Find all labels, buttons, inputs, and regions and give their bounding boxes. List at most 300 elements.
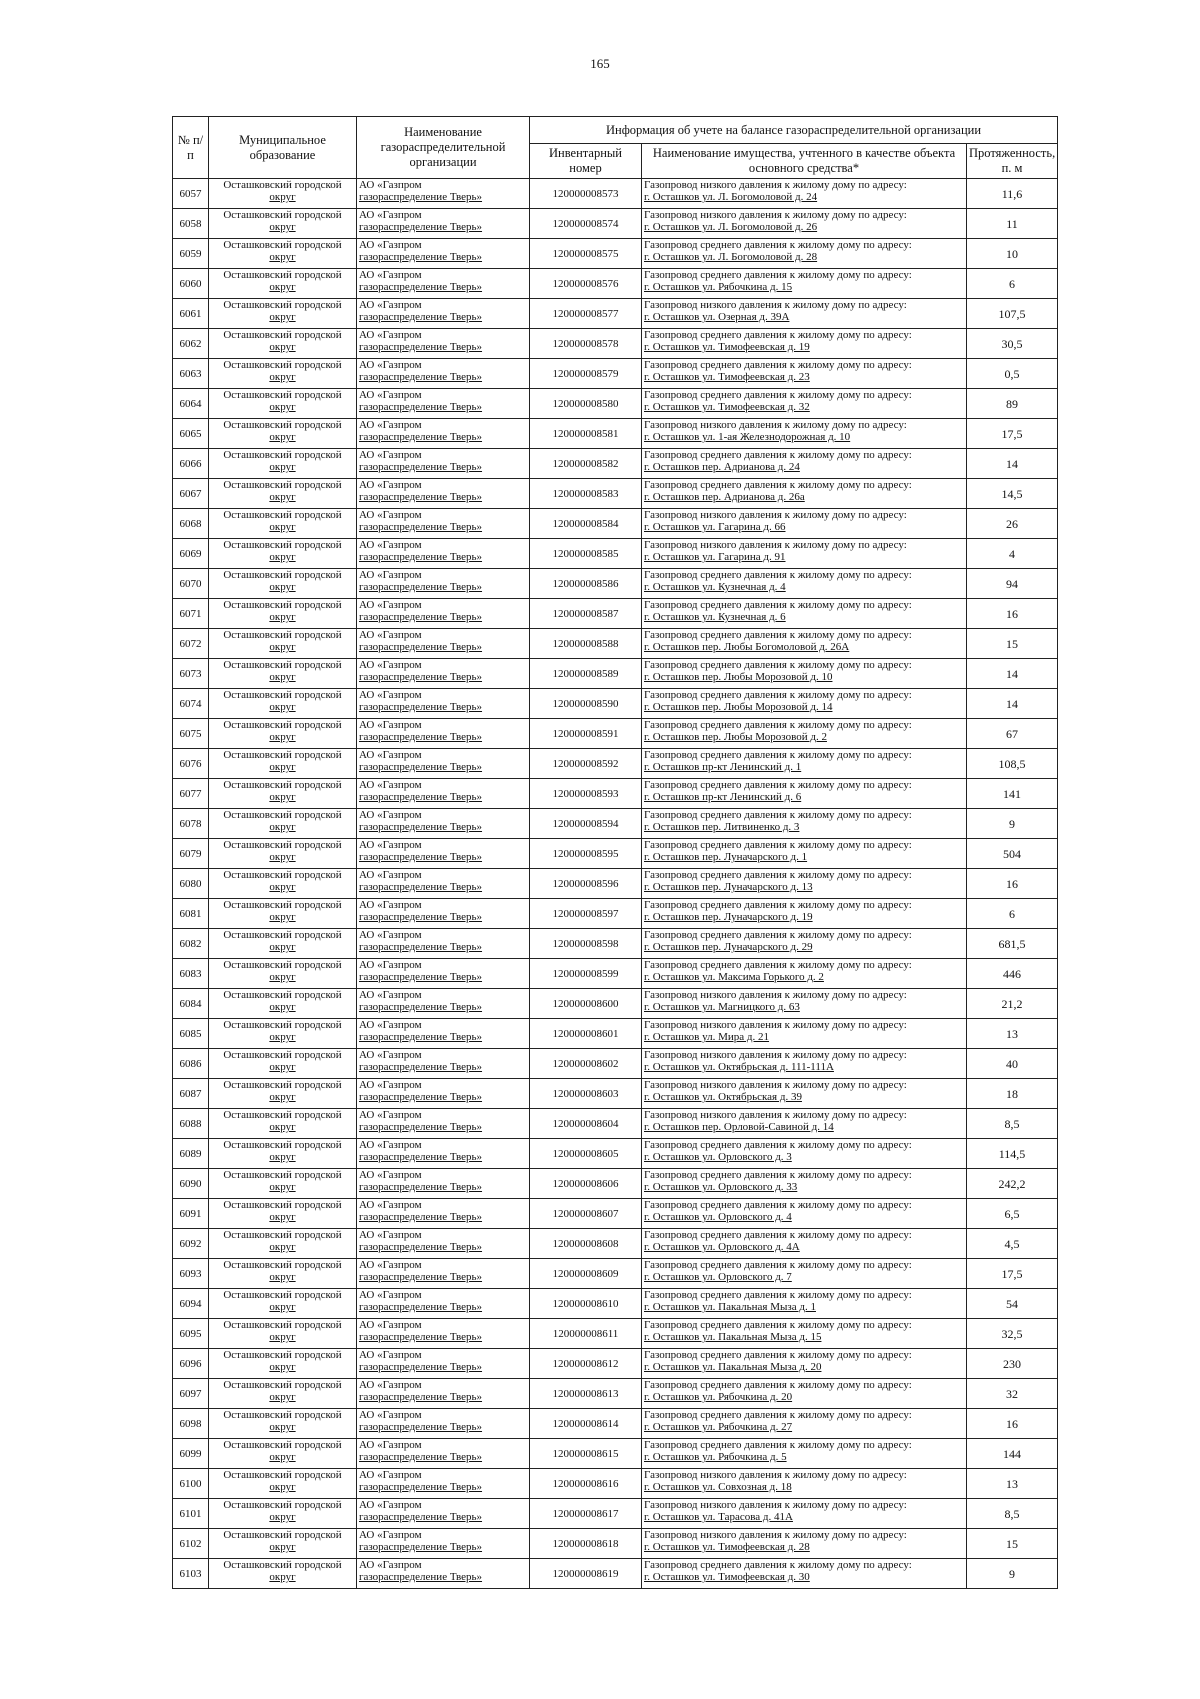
property-address: г. Осташков пер. Луначарского д. 19 — [644, 911, 813, 923]
organization-line2: газораспределение Тверь» — [359, 1061, 483, 1073]
length-value: 30,5 — [967, 329, 1058, 359]
municipality-cell — [209, 749, 357, 779]
inventory-number: 120000008590 — [530, 689, 642, 719]
inventory-number: 120000008587 — [530, 599, 642, 629]
property-address: г. Осташков ул. Магницкого д. 63 — [644, 1001, 800, 1013]
municipality-cell — [209, 509, 357, 539]
municipality-line2: округ — [269, 971, 296, 983]
organization-line1: АО «Газпром — [359, 539, 422, 551]
organization-line2: газораспределение Тверь» — [359, 851, 483, 863]
organization-line2: газораспределение Тверь» — [359, 431, 483, 443]
property-address: г. Осташков ул. Орловского д. 4 — [644, 1211, 792, 1223]
property-line1: Газопровод среднего давления к жилому дому по адресу: — [644, 1349, 912, 1361]
property-line1: Газопровод среднего давления к жилому дому по адресу: — [644, 659, 912, 671]
row-number: 6099 — [173, 1439, 209, 1469]
property-cell — [642, 1139, 967, 1169]
property-line1: Газопровод среднего давления к жилому дому по адресу: — [644, 1169, 912, 1181]
municipality-cell — [209, 299, 357, 329]
municipality-line1: Осташковский городской — [223, 449, 342, 461]
organization-cell — [357, 1559, 530, 1589]
municipality-line1: Осташковский городской — [223, 1529, 342, 1541]
length-value: 8,5 — [967, 1109, 1058, 1139]
organization-line1: АО «Газпром — [359, 1499, 422, 1511]
header-org: Наименование газораспределительной организации — [357, 117, 530, 179]
table-row — [173, 1409, 1058, 1439]
organization-line1: АО «Газпром — [359, 869, 422, 881]
length-value: 446 — [967, 959, 1058, 989]
property-address: г. Осташков ул. Л. Богомоловой д. 24 — [644, 191, 818, 203]
municipality-line2: округ — [269, 611, 296, 623]
property-cell — [642, 479, 967, 509]
property-line1: Газопровод среднего давления к жилому дому по адресу: — [644, 689, 912, 701]
organization-line2: газораспределение Тверь» — [359, 1031, 483, 1043]
organization-line2: газораспределение Тверь» — [359, 521, 483, 533]
organization-cell — [357, 479, 530, 509]
municipality-line1: Осташковский городской — [223, 1409, 342, 1421]
length-value: 114,5 — [967, 1139, 1058, 1169]
organization-line1: АО «Газпром — [359, 959, 422, 971]
table-row — [173, 1349, 1058, 1379]
table-row — [173, 659, 1058, 689]
inventory-number: 120000008615 — [530, 1439, 642, 1469]
row-number: 6063 — [173, 359, 209, 389]
organization-line2: газораспределение Тверь» — [359, 461, 483, 473]
municipality-line2: округ — [269, 941, 296, 953]
municipality-line2: округ — [269, 1151, 296, 1163]
table-row — [173, 1499, 1058, 1529]
property-address: г. Осташков ул. Пакальная Мыза д. 1 — [644, 1301, 816, 1313]
length-value: 0,5 — [967, 359, 1058, 389]
organization-line1: АО «Газпром — [359, 179, 422, 191]
organization-line1: АО «Газпром — [359, 1349, 422, 1361]
row-number: 6071 — [173, 599, 209, 629]
table-row — [173, 299, 1058, 329]
table-row — [173, 419, 1058, 449]
organization-cell — [357, 1019, 530, 1049]
row-number: 6095 — [173, 1319, 209, 1349]
organization-line2: газораспределение Тверь» — [359, 1001, 483, 1013]
property-cell — [642, 269, 967, 299]
table-row — [173, 1229, 1058, 1259]
organization-line1: АО «Газпром — [359, 719, 422, 731]
organization-line1: АО «Газпром — [359, 1079, 422, 1091]
municipality-line2: округ — [269, 731, 296, 743]
organization-line1: АО «Газпром — [359, 1259, 422, 1271]
municipality-cell — [209, 929, 357, 959]
municipality-cell — [209, 599, 357, 629]
table-row — [173, 1139, 1058, 1169]
inventory-number: 120000008612 — [530, 1349, 642, 1379]
municipality-cell — [209, 1079, 357, 1109]
inventory-number: 120000008616 — [530, 1469, 642, 1499]
municipality-cell — [209, 1289, 357, 1319]
municipality-cell — [209, 239, 357, 269]
property-line1: Газопровод среднего давления к жилому дому по адресу: — [644, 1199, 912, 1211]
municipality-line2: округ — [269, 491, 296, 503]
property-cell — [642, 839, 967, 869]
property-line1: Газопровод среднего давления к жилому дому по адресу: — [644, 929, 912, 941]
organization-line1: АО «Газпром — [359, 1049, 422, 1061]
municipality-cell — [209, 1529, 357, 1559]
municipality-cell — [209, 179, 357, 209]
municipality-cell — [209, 1229, 357, 1259]
inventory-number: 120000008611 — [530, 1319, 642, 1349]
municipality-line1: Осташковский городской — [223, 899, 342, 911]
length-value: 40 — [967, 1049, 1058, 1079]
organization-cell — [357, 779, 530, 809]
municipality-line2: округ — [269, 551, 296, 563]
property-address: г. Осташков ул. Пакальная Мыза д. 15 — [644, 1331, 822, 1343]
municipality-line2: округ — [269, 881, 296, 893]
municipality-cell — [209, 419, 357, 449]
inventory-number: 120000008580 — [530, 389, 642, 419]
inventory-number: 120000008604 — [530, 1109, 642, 1139]
organization-line2: газораспределение Тверь» — [359, 1361, 483, 1373]
property-address: г. Осташков ул. Тимофеевская д. 28 — [644, 1541, 810, 1553]
row-number: 6069 — [173, 539, 209, 569]
organization-cell — [357, 1469, 530, 1499]
row-number: 6075 — [173, 719, 209, 749]
table-row — [173, 179, 1058, 209]
inventory-number: 120000008596 — [530, 869, 642, 899]
row-number: 6098 — [173, 1409, 209, 1439]
organization-line2: газораспределение Тверь» — [359, 1421, 483, 1433]
inventory-number: 120000008618 — [530, 1529, 642, 1559]
municipality-cell — [209, 1019, 357, 1049]
length-value: 4,5 — [967, 1229, 1058, 1259]
inventory-number: 120000008595 — [530, 839, 642, 869]
organization-line2: газораспределение Тверь» — [359, 731, 483, 743]
property-cell — [642, 1469, 967, 1499]
table-row — [173, 479, 1058, 509]
municipality-line1: Осташковский городской — [223, 929, 342, 941]
organization-cell — [357, 539, 530, 569]
municipality-cell — [209, 1379, 357, 1409]
row-number: 6103 — [173, 1559, 209, 1589]
municipality-line2: округ — [269, 641, 296, 653]
property-address: г. Осташков ул. Тимофеевская д. 30 — [644, 1571, 810, 1583]
municipality-line1: Осташковский городской — [223, 1379, 342, 1391]
organization-line1: АО «Газпром — [359, 209, 422, 221]
organization-line2: газораспределение Тверь» — [359, 1571, 483, 1583]
municipality-line2: округ — [269, 221, 296, 233]
property-address: г. Осташков ул. Совхозная д. 18 — [644, 1481, 792, 1493]
row-number: 6066 — [173, 449, 209, 479]
organization-cell — [357, 359, 530, 389]
organization-line2: газораспределение Тверь» — [359, 881, 483, 893]
municipality-cell — [209, 539, 357, 569]
property-cell — [642, 1259, 967, 1289]
table-row — [173, 1259, 1058, 1289]
property-address: г. Осташков ул. Кузнечная д. 4 — [644, 581, 786, 593]
organization-line1: АО «Газпром — [359, 1409, 422, 1421]
property-address: г. Осташков ул. Тарасова д. 41А — [644, 1511, 793, 1523]
municipality-cell — [209, 959, 357, 989]
property-line1: Газопровод среднего давления к жилому дому по адресу: — [644, 359, 912, 371]
length-value: 9 — [967, 809, 1058, 839]
table-row — [173, 239, 1058, 269]
property-line1: Газопровод среднего давления к жилому дому по адресу: — [644, 1379, 912, 1391]
municipality-line2: округ — [269, 1091, 296, 1103]
organization-line2: газораспределение Тверь» — [359, 911, 483, 923]
organization-line1: АО «Газпром — [359, 929, 422, 941]
property-cell — [642, 539, 967, 569]
property-line1: Газопровод среднего давления к жилому дому по адресу: — [644, 239, 912, 251]
organization-cell — [357, 1529, 530, 1559]
property-line1: Газопровод среднего давления к жилому дому по адресу: — [644, 719, 912, 731]
municipality-cell — [209, 1439, 357, 1469]
property-cell — [642, 899, 967, 929]
property-line1: Газопровод низкого давления к жилому дому по адресу: — [644, 1019, 907, 1031]
inventory-number: 120000008582 — [530, 449, 642, 479]
inventory-number: 120000008594 — [530, 809, 642, 839]
property-address: г. Осташков пер. Любы Морозовой д. 2 — [644, 731, 827, 743]
property-cell — [642, 1049, 967, 1079]
property-address: г. Осташков ул. Л. Богомоловой д. 26 — [644, 221, 818, 233]
organization-cell — [357, 1049, 530, 1079]
municipality-line1: Осташковский городской — [223, 419, 342, 431]
municipality-line2: округ — [269, 1391, 296, 1403]
header-property: Наименование имущества, учтенного в качестве объекта основного средства* — [642, 144, 967, 179]
property-address: г. Осташков ул. Озерная д. 39А — [644, 311, 790, 323]
property-line1: Газопровод среднего давления к жилому дому по адресу: — [644, 779, 912, 791]
inventory-number: 120000008577 — [530, 299, 642, 329]
row-number: 6084 — [173, 989, 209, 1019]
length-value: 21,2 — [967, 989, 1058, 1019]
organization-line1: АО «Газпром — [359, 839, 422, 851]
property-line1: Газопровод низкого давления к жилому дому по адресу: — [644, 509, 907, 521]
property-cell — [642, 1379, 967, 1409]
organization-line2: газораспределение Тверь» — [359, 761, 483, 773]
property-line1: Газопровод низкого давления к жилому дому по адресу: — [644, 1079, 907, 1091]
table-row — [173, 1469, 1058, 1499]
property-address: г. Осташков пер. Луначарского д. 13 — [644, 881, 813, 893]
inventory-number: 120000008576 — [530, 269, 642, 299]
municipality-line1: Осташковский городской — [223, 269, 342, 281]
property-address: г. Осташков ул. Кузнечная д. 6 — [644, 611, 786, 623]
organization-cell — [357, 1499, 530, 1529]
row-number: 6101 — [173, 1499, 209, 1529]
inventory-number: 120000008603 — [530, 1079, 642, 1109]
length-value: 144 — [967, 1439, 1058, 1469]
municipality-line1: Осташковский городской — [223, 1199, 342, 1211]
municipality-cell — [209, 839, 357, 869]
property-line1: Газопровод низкого давления к жилому дому по адресу: — [644, 989, 907, 1001]
municipality-line2: округ — [269, 1481, 296, 1493]
organization-line2: газораспределение Тверь» — [359, 1211, 483, 1223]
organization-line2: газораспределение Тверь» — [359, 1271, 483, 1283]
length-value: 67 — [967, 719, 1058, 749]
organization-line2: газораспределение Тверь» — [359, 551, 483, 563]
property-line1: Газопровод среднего давления к жилому дому по адресу: — [644, 329, 912, 341]
length-value: 6,5 — [967, 1199, 1058, 1229]
property-cell — [642, 629, 967, 659]
inventory-number: 120000008605 — [530, 1139, 642, 1169]
municipality-line2: округ — [269, 1361, 296, 1373]
length-value: 14 — [967, 659, 1058, 689]
table-row — [173, 449, 1058, 479]
municipality-line2: округ — [269, 1031, 296, 1043]
property-line1: Газопровод низкого давления к жилому дому по адресу: — [644, 1469, 907, 1481]
organization-cell — [357, 629, 530, 659]
municipality-line2: округ — [269, 281, 296, 293]
property-cell — [642, 809, 967, 839]
row-number: 6094 — [173, 1289, 209, 1319]
table-row — [173, 1379, 1058, 1409]
table-row — [173, 269, 1058, 299]
municipality-cell — [209, 1139, 357, 1169]
organization-line2: газораспределение Тверь» — [359, 971, 483, 983]
municipality-line2: округ — [269, 1451, 296, 1463]
property-line1: Газопровод низкого давления к жилому дому по адресу: — [644, 299, 907, 311]
municipality-cell — [209, 1259, 357, 1289]
table-row — [173, 749, 1058, 779]
inventory-number: 120000008584 — [530, 509, 642, 539]
length-value: 32,5 — [967, 1319, 1058, 1349]
municipality-line1: Осташковский городской — [223, 749, 342, 761]
row-number: 6061 — [173, 299, 209, 329]
length-value: 108,5 — [967, 749, 1058, 779]
property-address: г. Осташков ул. Л. Богомоловой д. 28 — [644, 251, 818, 263]
length-value: 15 — [967, 1529, 1058, 1559]
municipality-line2: округ — [269, 1001, 296, 1013]
organization-cell — [357, 1199, 530, 1229]
organization-cell — [357, 299, 530, 329]
municipality-line2: округ — [269, 521, 296, 533]
property-address: г. Осташков пер. Любы Богомоловой д. 26А — [644, 641, 850, 653]
municipality-line1: Осташковский городской — [223, 1019, 342, 1031]
municipality-line2: округ — [269, 1211, 296, 1223]
municipality-line2: округ — [269, 1421, 296, 1433]
length-value: 9 — [967, 1559, 1058, 1589]
municipality-line2: округ — [269, 1061, 296, 1073]
property-address: г. Осташков ул. Орловского д. 4А — [644, 1241, 800, 1253]
row-number: 6065 — [173, 419, 209, 449]
organization-cell — [357, 1169, 530, 1199]
table-row — [173, 809, 1058, 839]
property-cell — [642, 1529, 967, 1559]
inventory-number: 120000008579 — [530, 359, 642, 389]
municipality-line2: округ — [269, 1571, 296, 1583]
municipality-cell — [209, 1499, 357, 1529]
organization-cell — [357, 809, 530, 839]
row-number: 6068 — [173, 509, 209, 539]
length-value: 14 — [967, 689, 1058, 719]
organization-line1: АО «Газпром — [359, 1019, 422, 1031]
property-cell — [642, 359, 967, 389]
municipality-line1: Осташковский городской — [223, 1049, 342, 1061]
inventory-number: 120000008581 — [530, 419, 642, 449]
property-address: г. Осташков ул. Тимофеевская д. 32 — [644, 401, 810, 413]
organization-line2: газораспределение Тверь» — [359, 1301, 483, 1313]
municipality-cell — [209, 1469, 357, 1499]
inventory-number: 120000008589 — [530, 659, 642, 689]
municipality-line1: Осташковский городской — [223, 359, 342, 371]
municipality-line1: Осташковский городской — [223, 509, 342, 521]
organization-cell — [357, 599, 530, 629]
property-address: г. Осташков ул. Максима Горького д. 2 — [644, 971, 824, 983]
row-number: 6060 — [173, 269, 209, 299]
organization-cell — [357, 1349, 530, 1379]
inventory-number: 120000008593 — [530, 779, 642, 809]
property-address: г. Осташков ул. Октябрьская д. 111-111А — [644, 1061, 834, 1073]
organization-line1: АО «Газпром — [359, 329, 422, 341]
municipality-line1: Осташковский городской — [223, 839, 342, 851]
table-row — [173, 1079, 1058, 1109]
municipality-line1: Осташковский городской — [223, 1289, 342, 1301]
property-address: г. Осташков пер. Любы Морозовой д. 10 — [644, 671, 833, 683]
organization-line1: АО «Газпром — [359, 389, 422, 401]
organization-line2: газораспределение Тверь» — [359, 311, 483, 323]
municipality-line2: округ — [269, 701, 296, 713]
organization-line2: газораспределение Тверь» — [359, 191, 483, 203]
property-address: г. Осташков пр-кт Ленинский д. 6 — [644, 791, 802, 803]
property-cell — [642, 1559, 967, 1589]
organization-line1: АО «Газпром — [359, 659, 422, 671]
property-line1: Газопровод среднего давления к жилому дому по адресу: — [644, 899, 912, 911]
property-line1: Газопровод низкого давления к жилому дому по адресу: — [644, 539, 907, 551]
inventory-number: 120000008601 — [530, 1019, 642, 1049]
length-value: 230 — [967, 1349, 1058, 1379]
municipality-line2: округ — [269, 431, 296, 443]
property-address: г. Осташков ул. 1-ая Железнодорожная д. 10 — [644, 431, 851, 443]
property-cell — [642, 389, 967, 419]
municipality-line1: Осташковский городской — [223, 689, 342, 701]
property-address: г. Осташков пер. Орловой-Савиной д. 14 — [644, 1121, 834, 1133]
inventory-number: 120000008617 — [530, 1499, 642, 1529]
property-line1: Газопровод среднего давления к жилому дому по адресу: — [644, 749, 912, 761]
municipality-cell — [209, 359, 357, 389]
municipality-line1: Осташковский городской — [223, 1259, 342, 1271]
row-number: 6089 — [173, 1139, 209, 1169]
table-row — [173, 959, 1058, 989]
length-value: 17,5 — [967, 1259, 1058, 1289]
row-number: 6100 — [173, 1469, 209, 1499]
municipality-line2: округ — [269, 311, 296, 323]
inventory-number: 120000008574 — [530, 209, 642, 239]
municipality-cell — [209, 1409, 357, 1439]
length-value: 242,2 — [967, 1169, 1058, 1199]
organization-cell — [357, 899, 530, 929]
organization-line2: газораспределение Тверь» — [359, 671, 483, 683]
organization-line1: АО «Газпром — [359, 629, 422, 641]
municipality-line2: округ — [269, 791, 296, 803]
municipality-line2: округ — [269, 911, 296, 923]
organization-line1: АО «Газпром — [359, 1109, 422, 1121]
municipality-line2: округ — [269, 341, 296, 353]
municipality-line1: Осташковский городской — [223, 629, 342, 641]
property-cell — [642, 1229, 967, 1259]
municipality-line2: округ — [269, 461, 296, 473]
municipality-line2: округ — [269, 251, 296, 263]
length-value: 89 — [967, 389, 1058, 419]
municipality-cell — [209, 329, 357, 359]
inventory-number: 120000008597 — [530, 899, 642, 929]
row-number: 6087 — [173, 1079, 209, 1109]
length-value: 11 — [967, 209, 1058, 239]
municipality-line2: округ — [269, 1271, 296, 1283]
municipality-cell — [209, 1169, 357, 1199]
table-row — [173, 989, 1058, 1019]
row-number: 6092 — [173, 1229, 209, 1259]
inventory-number: 120000008583 — [530, 479, 642, 509]
length-value: 32 — [967, 1379, 1058, 1409]
municipality-line1: Осташковский городской — [223, 1559, 342, 1571]
organization-line2: газораспределение Тверь» — [359, 821, 483, 833]
organization-line2: газораспределение Тверь» — [359, 791, 483, 803]
row-number: 6058 — [173, 209, 209, 239]
municipality-line2: округ — [269, 191, 296, 203]
